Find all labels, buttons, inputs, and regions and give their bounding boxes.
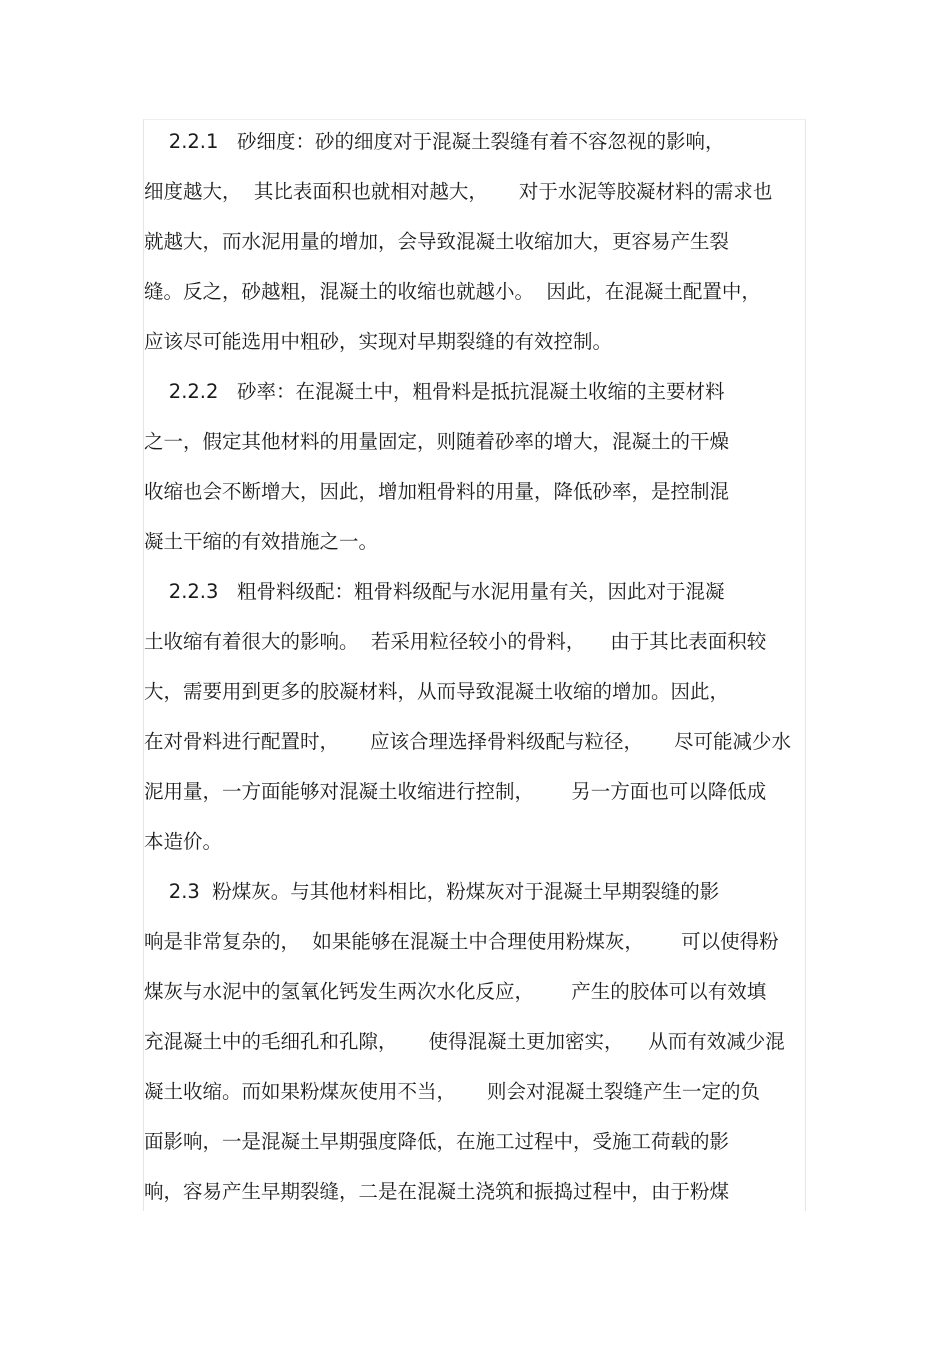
text-line: 凝土干缩的有效措施之一。	[144, 530, 379, 553]
text-line: 泥用量，一方面能够对混凝土收缩进行控制， 另一方面也可以降低成	[144, 780, 767, 803]
text-line: 2.2.3 粗骨料级配：粗骨料级配与水泥用量有关，因此对于混凝	[144, 580, 725, 603]
text-line: 响，容易产生早期裂缝，二是在混凝土浇筑和振捣过程中，由于粉煤	[144, 1180, 730, 1203]
text-line: 应该尽可能选用中粗砂，实现对早期裂缝的有效控制。	[144, 330, 613, 353]
text-line: 响是非常复杂的， 如果能够在混凝土中合理使用粉煤灰， 可以使得粉	[144, 930, 779, 953]
text-line: 缝。反之，砂越粗，混凝土的收缩也就越小。 因此，在混凝土配置中，	[144, 280, 761, 303]
text-line: 2.2.1 砂细度：砂的细度对于混凝土裂缝有着不容忽视的影响，	[144, 130, 725, 153]
text-line: 细度越大， 其比表面积也就相对越大， 对于水泥等胶凝材料的需求也	[144, 180, 773, 203]
text-line: 在对骨料进行配置时， 应该合理选择骨料级配与粒径， 尽可能减少水	[144, 730, 791, 753]
text-line: 煤灰与水泥中的氢氧化钙发生两次水化反应， 产生的胶体可以有效填	[144, 980, 767, 1003]
text-line: 收缩也会不断增大，因此，增加粗骨料的用量，降低砂率，是控制混	[144, 480, 730, 503]
text-line: 大，需要用到更多的胶凝材料，从而导致混凝土收缩的增加。因此，	[144, 680, 730, 703]
text-line: 本造价。	[144, 830, 223, 853]
text-line: 充混凝土中的毛细孔和孔隙， 使得混凝土更加密实， 从而有效减少混	[144, 1030, 785, 1053]
text-line: 之一，假定其他材料的用量固定，则随着砂率的增大，混凝土的干燥	[144, 430, 730, 453]
text-line: 2.2.2 砂率：在混凝土中，粗骨料是抵抗混凝土收缩的主要材料	[144, 380, 725, 403]
text-line: 土收缩有着很大的影响。 若采用粒径较小的骨料， 由于其比表面积较	[144, 630, 767, 653]
text-line: 就越大，而水泥用量的增加，会导致混凝土收缩加大，更容易产生裂	[144, 230, 730, 253]
text-line: 面影响，一是混凝土早期强度降低，在施工过程中，受施工荷载的影	[144, 1130, 730, 1153]
text-line: 凝土收缩。而如果粉煤灰使用不当， 则会对混凝土裂缝产生一定的负	[144, 1080, 760, 1103]
text-line: 2.3 粉煤灰。与其他材料相比，粉煤灰对于混凝土早期裂缝的影	[144, 880, 720, 903]
